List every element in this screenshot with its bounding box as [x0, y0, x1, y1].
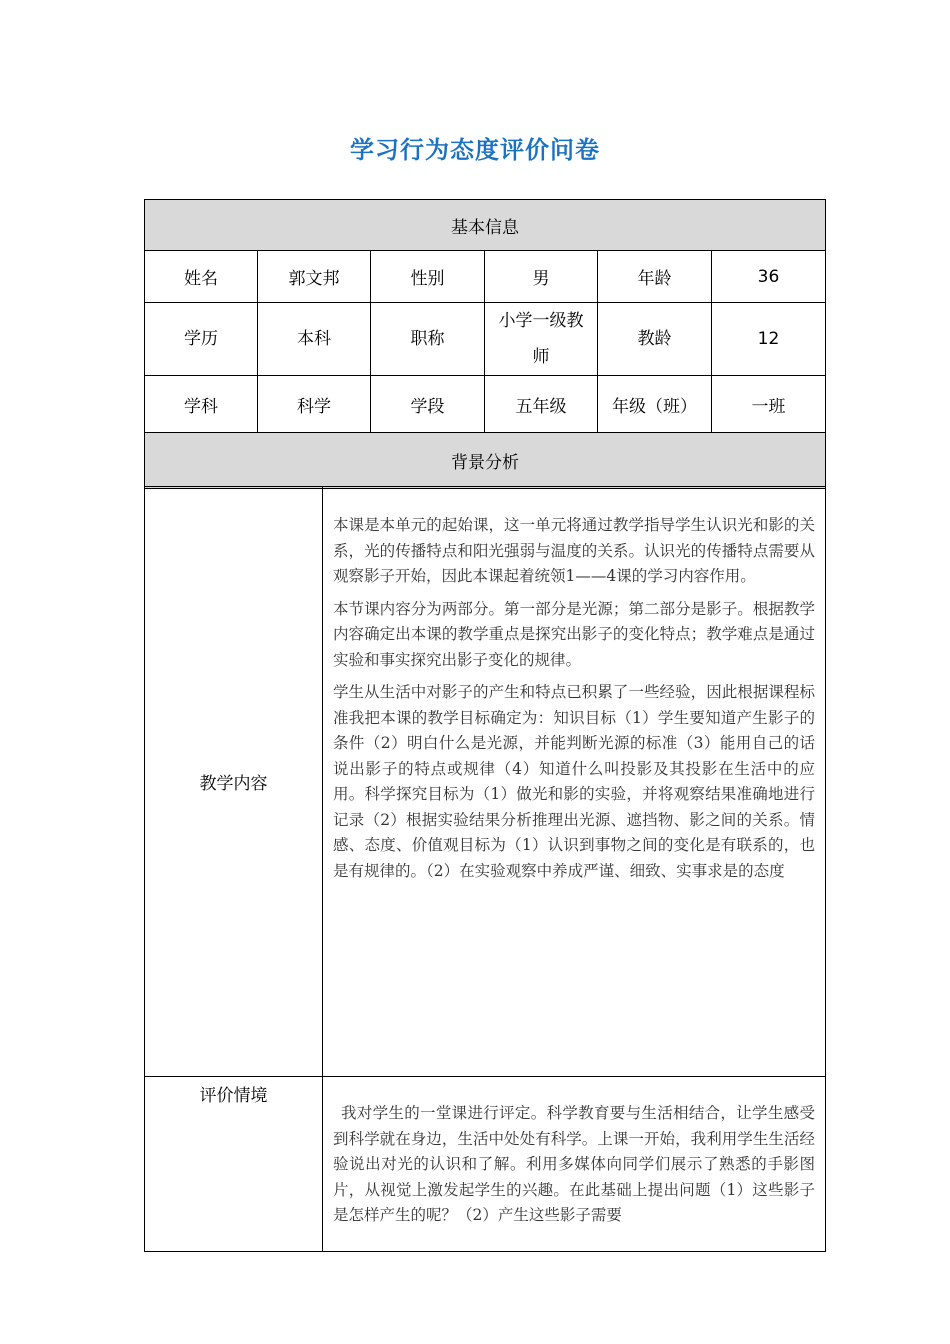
- background-analysis-table: [144, 486, 826, 1252]
- content-paragraph-1: 本课是本单元的起始课，这一单元将通过教学指导学生认识光和影的关系，光的传播特点和阳光强弱与温度的关系。认识光的传播特点需要从观察影子开始，因此本课起着统领1——4课的学习内容作用。: [333, 516, 815, 585]
- background-header: 背景分析: [145, 433, 826, 489]
- evaluation-context-cell: [323, 1077, 826, 1252]
- basic-info-table: [144, 199, 826, 489]
- education-value: 本科: [258, 303, 371, 376]
- evaluation-context-text: 我对学生的一堂课进行评定。科学教育要与生活相结合，让学生感受到科学就在身边，生活中处处有科学。上课一开始，我利用学生生活经验说出对光的认识和了解。利用多媒体向同学们展示了熟悉的手影图片，从视觉上激发起学生的兴趣。在此基础上提出问题（1）这些影子是怎样产生的呢？（2）产生这些影子需要: [333, 1104, 815, 1224]
- subject-label: 学科: [145, 376, 258, 433]
- teaching-years-value: 12: [712, 303, 826, 376]
- job-title-value: 小学一级教师: [485, 303, 598, 376]
- teaching-content-cell: [323, 487, 826, 1077]
- page-title: 学习行为态度评价问卷: [350, 136, 600, 164]
- age-label: 年龄: [598, 251, 712, 303]
- stage-label: 学段: [371, 376, 485, 433]
- subject-value: 科学: [258, 376, 371, 433]
- basic-info-header: 基本信息: [145, 200, 826, 251]
- teaching-years-label: 教龄: [598, 303, 712, 376]
- grade-label: 年级（班）: [598, 376, 712, 433]
- content-paragraph-3: 学生从生活中对影子的产生和特点已积累了一些经验，因此根据课程标准我把本课的教学目标确定为：知识目标（1）学生要知道产生影子的条件（2）明白什么是光源，并能判断光源的标准（3）能用自己的话说出影子的特点或规律（4）知道什么叫投影及其投影在生活中的应用。科学探究目标为（1）做光和影的实验，并将观察结果准确地进行记录（2）根据实验结果分析推理出光源、遮挡物、影之间的关系。情感、态度、价值观目标为（1）认识到事物之间的变化是有联系的，也是有规律的。（2）在实验观察中养成严谨、细致、实事求是的态度: [333, 683, 815, 880]
- gender-label: 性别: [371, 251, 485, 303]
- age-value: 36: [712, 251, 826, 303]
- teaching-content-label: 教学内容: [145, 487, 323, 1077]
- gender-value: 男: [485, 251, 598, 303]
- name-value: 郭文邦: [258, 251, 371, 303]
- stage-value: 五年级: [485, 376, 598, 433]
- name-label: 姓名: [145, 251, 258, 303]
- content-paragraph-2: 本节课内容分为两部分。第一部分是光源；第二部分是影子。根据教学内容确定出本课的教学重点是探究出影子的变化特点；教学难点是通过实验和事实探究出影子变化的规律。: [333, 599, 815, 669]
- education-label: 学历: [145, 303, 258, 376]
- evaluation-context-label: 评价情境: [145, 1077, 323, 1252]
- grade-value: 一班: [712, 376, 826, 433]
- job-title-label: 职称: [371, 303, 485, 376]
